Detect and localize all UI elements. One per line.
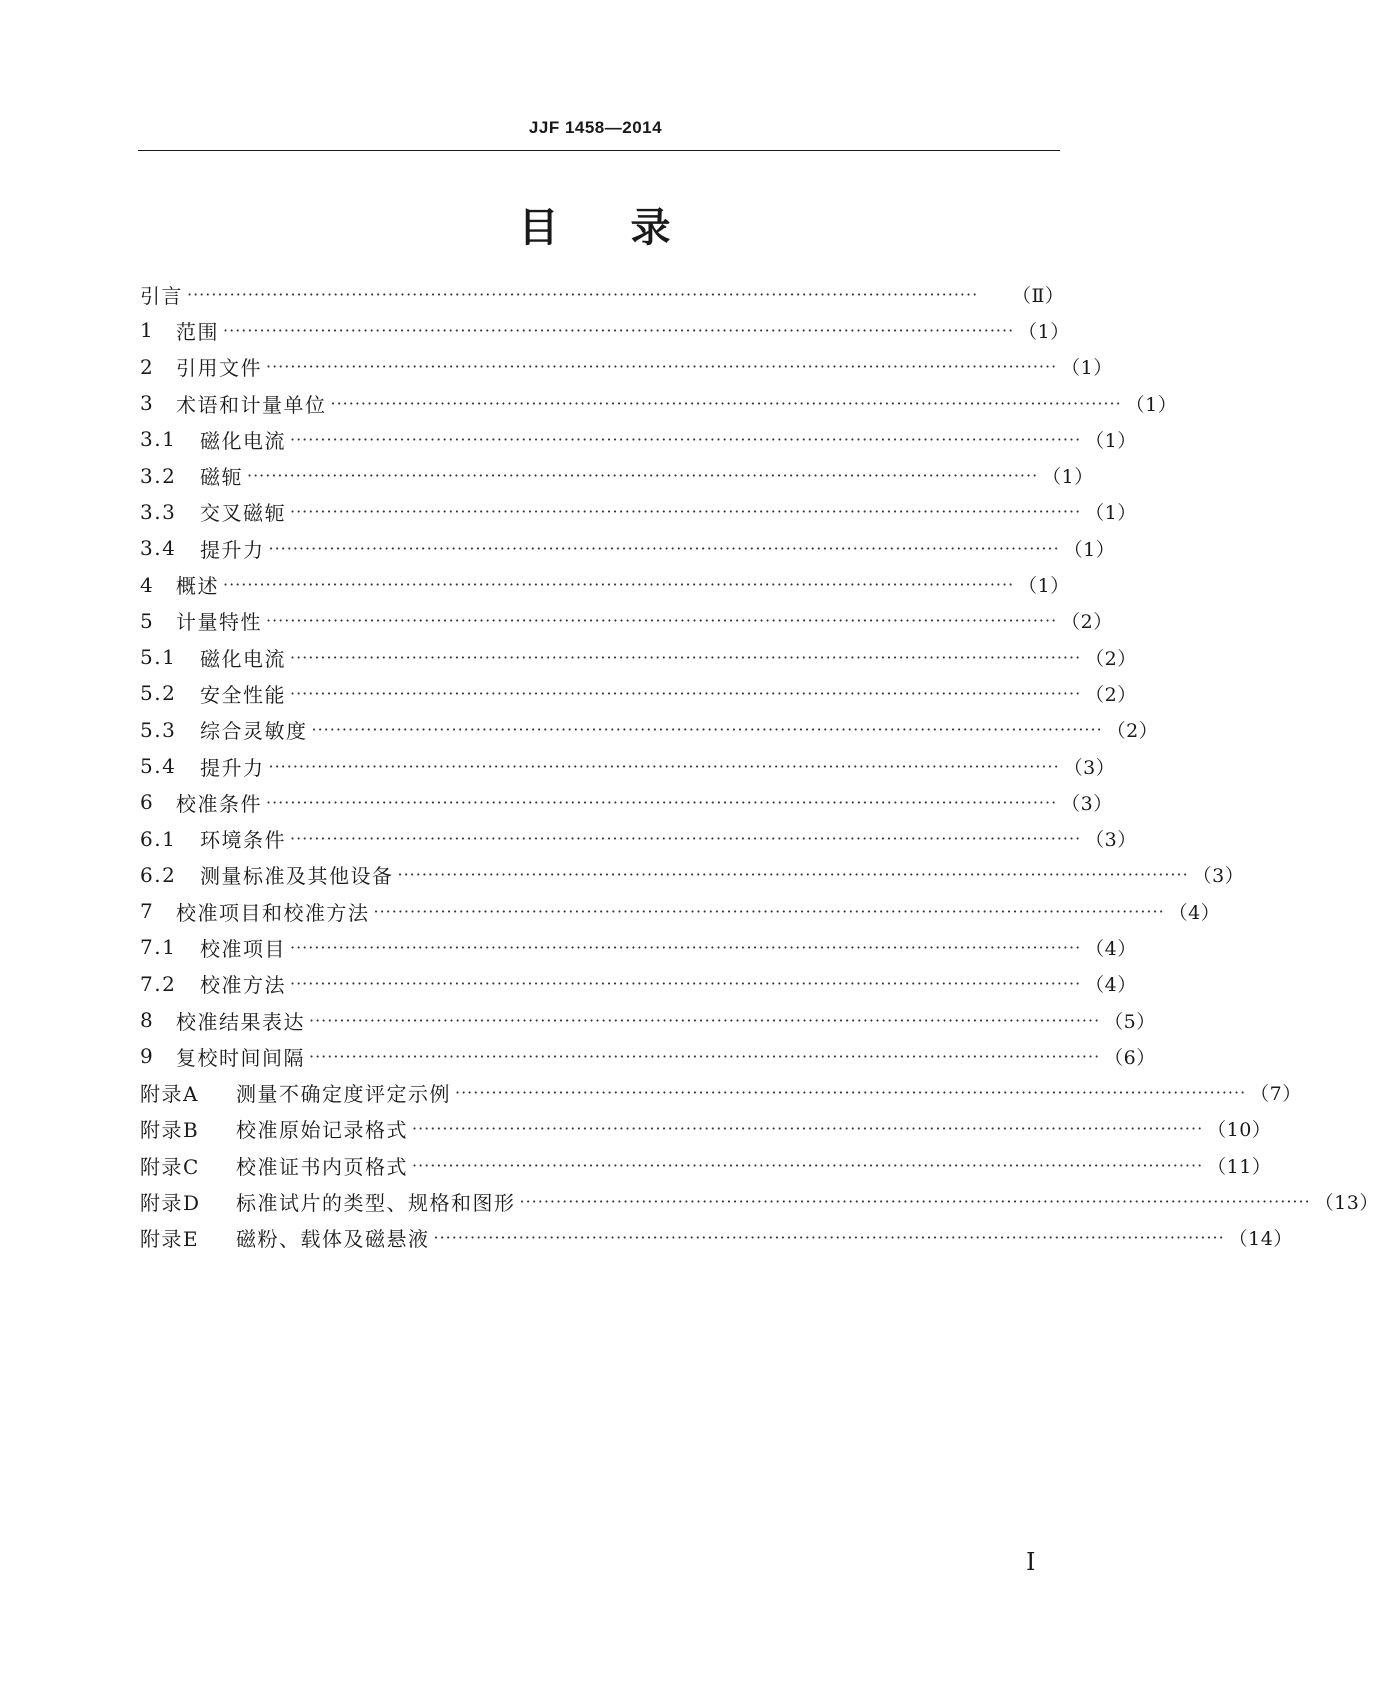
toc-entry-number: 5.2 [140,681,177,706]
toc-leader-dots [262,357,1061,376]
page-number: I [1026,1548,1036,1576]
toc-entry-number: 5.1 [140,645,177,670]
toc-entry-number: 9 [140,1044,155,1069]
toc-entry-number: 3.3 [140,499,177,524]
toc-leader-dots [516,1192,1315,1211]
toc-entry[interactable] [140,893,1221,929]
toc-entry-label: 环境条件 [200,828,286,853]
toc-entry-number: 6 [140,790,155,815]
toc-leader-dots [286,938,1085,957]
toc-leader-dots [286,829,1085,848]
toc-entry-number: 8 [140,1008,155,1033]
toc-entry[interactable] [140,1002,1156,1038]
toc-entry-label: 校准结果表达 [176,1009,305,1034]
toc-entry-label: 交叉磁轭 [200,501,286,526]
toc-entry-page: （1） [1061,357,1113,380]
toc-leader-dots [265,539,1064,558]
toc-leader-dots [394,865,1193,884]
toc-entry-number: 5.3 [140,717,177,742]
toc-entry-page: （2） [1106,720,1159,743]
toc-entry-page: （4） [1085,937,1137,960]
toc-entry-number: 7.1 [140,935,177,960]
toc-entry-page: （10） [1207,1119,1272,1142]
document-code-header: JJF 1458—2014 [528,118,663,137]
toc-leader-dots [370,902,1169,921]
toc-entry-label: 磁化电流 [200,428,286,453]
table-of-contents [140,276,1379,1256]
toc-leader-dots [451,1083,1250,1102]
toc-entry-number: 7 [140,899,155,924]
toc-entry[interactable] [140,276,1065,312]
toc-leader-dots [219,575,1018,594]
toc-entry-label: 校准项目和校准方法 [176,900,370,925]
toc-entry[interactable] [140,1038,1156,1074]
toc-leader-dots [308,720,1107,739]
toc-entry-label: 范围 [176,319,219,344]
toc-leader-dots [286,974,1085,993]
toc-leader-dots [286,430,1085,449]
toc-entry-page: （6） [1104,1046,1156,1069]
toc-entry[interactable] [140,820,1137,856]
header-rule [138,150,1060,151]
toc-entry-page: （14） [1228,1228,1293,1251]
toc-entry-page: （7） [1250,1083,1302,1106]
toc-entry-page: （1） [1063,538,1116,561]
toc-entry-page: （3） [1085,829,1137,852]
toc-entry[interactable] [140,929,1137,965]
toc-leader-dots [219,321,1018,340]
toc-entry[interactable] [140,1220,1293,1256]
toc-entry-label: 复校时间间隔 [176,1045,305,1070]
toc-entry-label: 校准证书内页格式 [236,1154,408,1179]
toc-entry-number: 1 [140,318,155,343]
toc-entry[interactable] [140,639,1137,675]
toc-entry-page: （Ⅱ） [1012,284,1065,307]
toc-entry-page: （3） [1061,792,1113,815]
toc-leader-dots [408,1156,1207,1175]
toc-entry-number: 附录C [140,1154,200,1179]
toc-entry-number: 3.1 [140,427,177,452]
toc-entry-label: 磁粉、载体及磁悬液 [236,1227,430,1252]
toc-entry-number: 5.4 [140,754,177,778]
toc-entry[interactable] [140,312,1070,348]
toc-entry[interactable] [140,748,1116,784]
toc-entry[interactable] [140,1183,1379,1219]
toc-entry[interactable] [140,421,1137,457]
toc-leader-dots [262,611,1061,630]
toc-entry-page: （2） [1085,647,1137,670]
toc-entry-number: 附录B [140,1118,200,1143]
toc-entry-label: 提升力 [200,537,265,562]
toc-entry-page: （3） [1063,756,1116,779]
toc-leader-dots [262,793,1061,812]
toc-leader-dots [286,684,1085,703]
toc-entry[interactable] [140,1111,1272,1147]
toc-leader-dots [243,466,1042,485]
toc-leader-dots [327,394,1126,413]
toc-leader-dots [408,1119,1207,1138]
toc-entry-number: 附录D [140,1191,201,1216]
toc-entry-number: 3.2 [140,463,177,488]
toc-entry[interactable] [140,385,1178,421]
toc-entry-label: 校准条件 [176,791,262,816]
toc-entry-label: 综合灵敏度 [200,719,308,744]
toc-entry-page: （11） [1207,1155,1272,1178]
toc-entry-number: 6.1 [140,826,177,851]
toc-entry-page: （13） [1314,1192,1379,1215]
toc-entry[interactable] [140,1075,1302,1111]
toc-entry-page: （1） [1125,393,1178,416]
toc-entry-page: （3） [1192,865,1245,888]
toc-entry-number: 5 [140,608,155,633]
toc-entry[interactable] [140,966,1137,1002]
toc-entry-label: 磁轭 [200,465,243,490]
toc-entry-label: 磁化电流 [200,646,286,671]
page-title [0,196,1191,253]
toc-entry-label: 计量特性 [176,610,262,635]
title-char-1: 目 [518,205,561,251]
toc-entry[interactable] [140,530,1116,566]
toc-leader-dots [265,757,1064,776]
toc-entry-number: 3 [140,391,155,416]
toc-entry-label: 测量不确定度评定示例 [236,1082,451,1107]
toc-leader-dots [286,502,1085,521]
toc-entry-number: 3.4 [140,536,177,561]
toc-entry-page: （2） [1085,683,1137,706]
toc-entry[interactable] [140,675,1137,711]
toc-leader-dots [305,1047,1104,1066]
toc-leader-dots [286,648,1085,667]
toc-entry-page: （1） [1085,429,1137,452]
toc-entry[interactable] [140,566,1070,602]
toc-entry[interactable] [140,857,1245,893]
toc-entry-page: （4） [1085,974,1137,997]
toc-entry-label: 概述 [176,574,219,599]
toc-entry-page: （1） [1018,320,1070,343]
toc-entry-page: （5） [1104,1010,1156,1033]
toc-entry[interactable] [140,603,1113,639]
toc-entry-page: （1） [1018,575,1070,598]
toc-leader-dots [183,285,1012,304]
toc-entry-label: 安全性能 [200,682,286,707]
toc-entry-page: （4） [1168,901,1221,924]
toc-entry[interactable] [140,1147,1272,1183]
toc-entry-label: 校准项目 [200,936,286,961]
toc-entry-number: 4 [140,572,155,597]
toc-entry-page: （2） [1061,611,1113,634]
toc-entry-label: 引用文件 [176,356,262,381]
toc-entry-number: 2 [140,354,155,379]
toc-entry[interactable] [140,494,1137,530]
toc-entry-label: 测量标准及其他设备 [200,864,394,889]
title-char-2: 录 [630,205,673,251]
toc-entry-number: 7.2 [140,971,177,996]
toc-entry-number: 附录E [140,1227,200,1252]
toc-entry-label: 校准方法 [200,973,286,998]
toc-entry-label: 标准试片的类型、规格和图形 [236,1191,516,1216]
toc-entry-page: （1） [1042,466,1094,489]
toc-entry-label: 引言 [140,283,183,308]
toc-entry[interactable] [140,784,1113,820]
toc-entry-label: 提升力 [200,755,265,780]
toc-entry[interactable] [140,457,1094,493]
toc-entry-page: （1） [1085,502,1137,525]
toc-leader-dots [430,1228,1229,1247]
toc-entry[interactable] [140,349,1113,385]
toc-entry-label: 校准原始记录格式 [236,1118,408,1143]
toc-entry[interactable] [140,712,1159,748]
toc-entry-label: 术语和计量单位 [176,392,327,417]
toc-entry-number: 附录A [140,1082,199,1107]
toc-leader-dots [305,1011,1104,1030]
toc-entry-number: 6.2 [140,862,177,887]
